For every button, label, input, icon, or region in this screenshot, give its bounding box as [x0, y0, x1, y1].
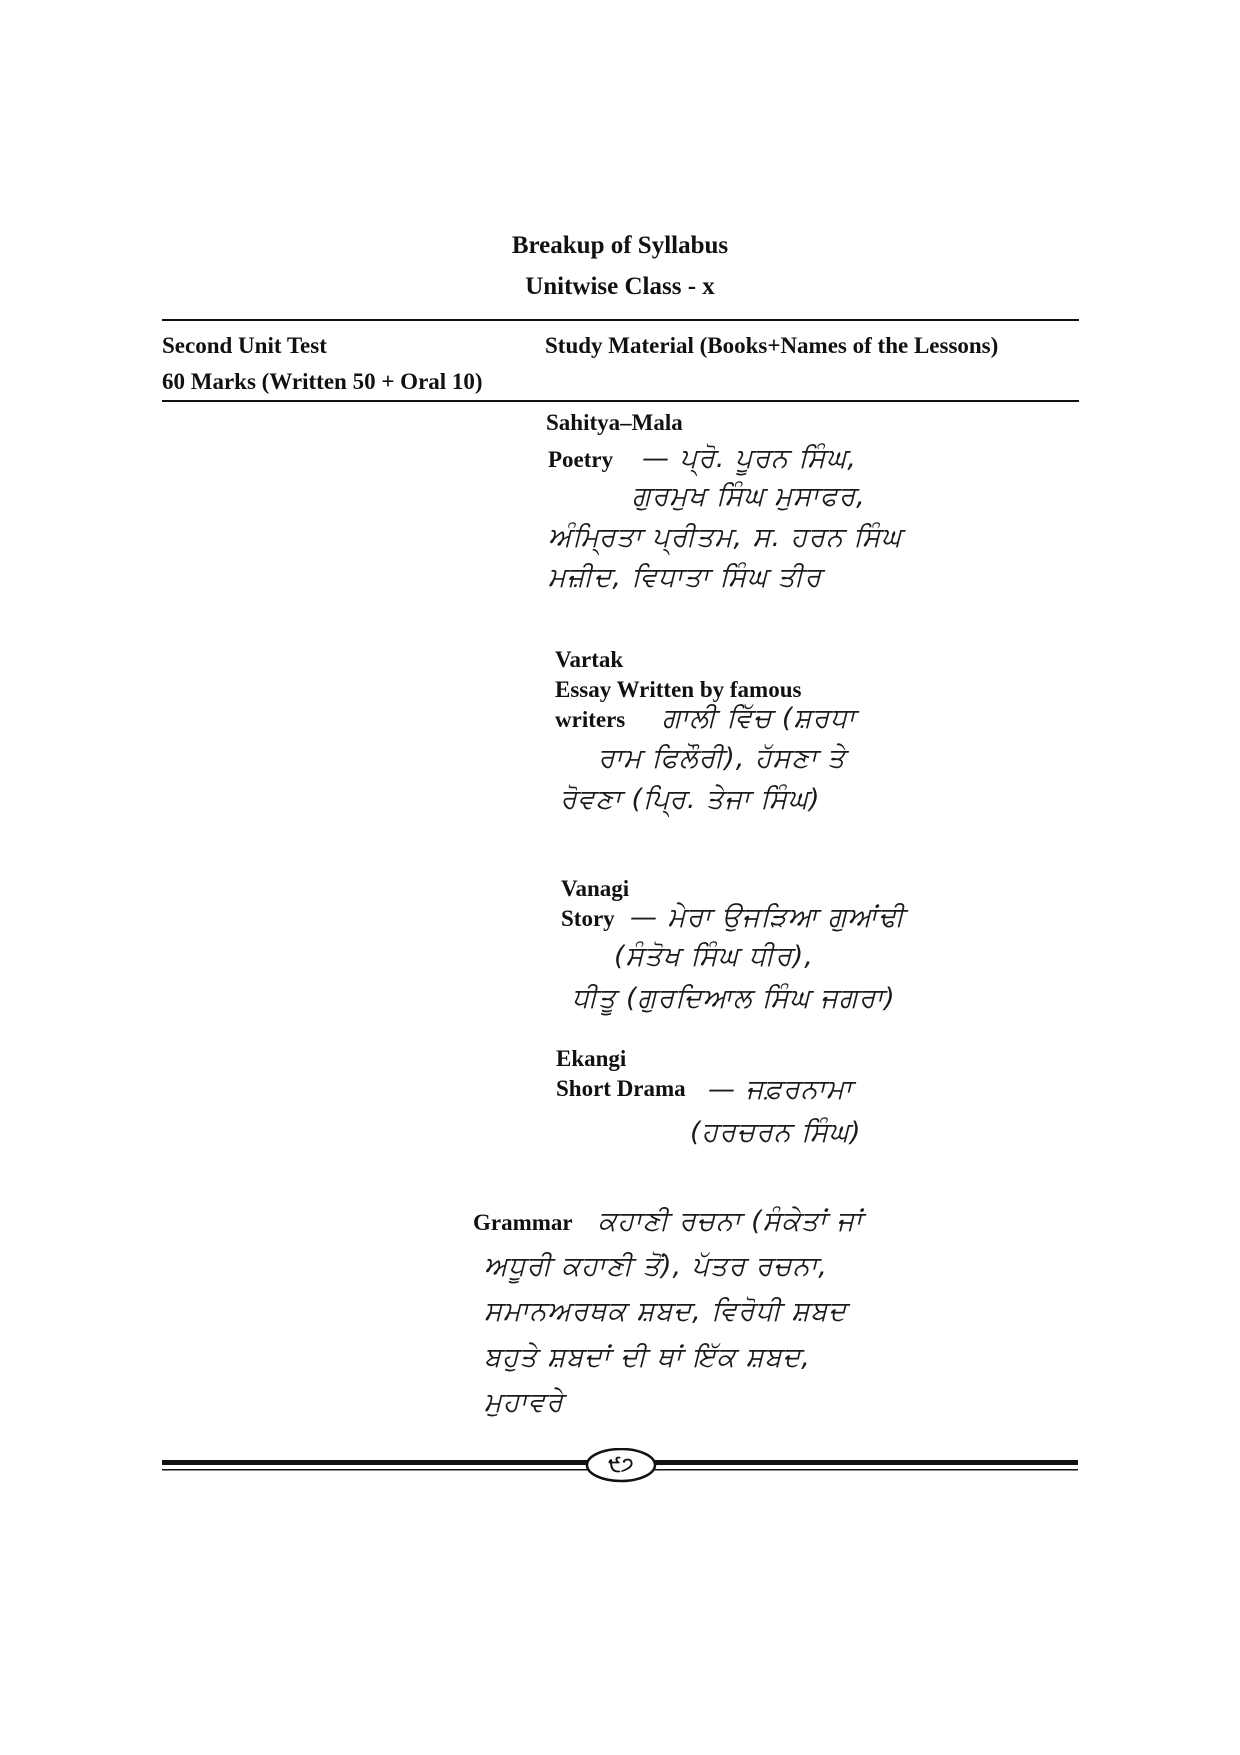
story-handwritten-line: — ਮੇਰਾ ਉਜੜਿਆ ਗੁਆਂਢੀ — [630, 902, 905, 933]
vartak-handwritten-line: ਰਾਮ ਫਿਲੌਰੀ), ਹੱਸਣਾ ਤੇ — [598, 743, 846, 774]
top-rule — [162, 319, 1079, 321]
poetry-handwritten-line: — ਪ੍ਰੋ. ਪੂਰਨ ਸਿੰਘ, — [642, 443, 857, 474]
vanagi-label: Vanagi — [561, 876, 630, 901]
grammar-handwritten-line: ਬਹੁਤੇ ਸ਼ਬਦਾਂ ਦੀ ਥਾਂ ਇੱਕ ਸ਼ਬਦ, — [484, 1342, 811, 1373]
story-handwritten-line: ਧੀਤੂ (ਗੁਰਦਿਆਲ ਸਿੰਘ ਜਗਰਾ) — [572, 983, 896, 1014]
drama-handwritten-line: — ਜਫ਼ਰਨਾਮਾ — [708, 1074, 853, 1105]
document-subtitle: Unitwise Class - x — [525, 273, 715, 300]
grammar-handwritten-line: ਸਮਾਨਅਰਥਕ ਸ਼ਬਦ, ਵਿਰੋਧੀ ਸ਼ਬਦ — [484, 1296, 848, 1327]
header-rule — [162, 400, 1079, 402]
poetry-label: Poetry — [548, 447, 614, 472]
left-column-header-line2: 60 Marks (Written 50 + Oral 10) — [162, 369, 483, 394]
vartak-label: Vartak — [555, 647, 624, 672]
poetry-handwritten-line: ਗੁਰਮੁਖ ਸਿੰਘ ਮੁਸਾਫਰ, — [632, 481, 866, 512]
poetry-handwritten-line: ਅੰਮ੍ਰਿਤਾ ਪ੍ਰੀਤਮ, ਸ. ਹਰਨ ਸਿੰਘ — [548, 522, 903, 553]
vartak-handwritten-line: ਰੋਵਣਾ (ਪ੍ਰਿ. ਤੇਜਾ ਸਿੰਘ) — [560, 784, 821, 815]
left-column-header-line1: Second Unit Test — [162, 333, 327, 358]
ekangi-label: Ekangi — [556, 1046, 627, 1071]
grammar-label: Grammar — [473, 1210, 573, 1235]
vartak-description: Essay Written by famous — [555, 677, 802, 702]
sahitya-mala-label: Sahitya–Mala — [546, 410, 683, 435]
story-label: Story — [561, 906, 615, 931]
grammar-handwritten-line: ਅਧੂਰੀ ਕਹਾਣੀ ਤੋਂ), ਪੱਤਰ ਰਚਨਾ, — [484, 1251, 828, 1282]
right-column-header: Study Material (Books+Names of the Lessons) — [545, 333, 999, 358]
writers-label: writers — [555, 707, 626, 732]
grammar-handwritten-line: ਕਹਾਣੀ ਰਚਨਾ (ਸੰਕੇਤਾਂ ਜਾਂ — [598, 1206, 863, 1237]
story-handwritten-line: (ਸੰਤੋਖ ਸਿੰਘ ਧੀਰ), — [614, 941, 814, 972]
poetry-handwritten-line: ਮਜ਼ੀਦ, ਵਿਧਾਤਾ ਸਿੰਘ ਤੀਰ — [548, 562, 822, 593]
drama-handwritten-line: (ਹਰਚਰਨ ਸਿੰਘ) — [690, 1117, 862, 1148]
vartak-handwritten-line: ਗਾਲੀ ਵਿੱਚ (ਸ਼ਰਧਾ — [662, 703, 856, 734]
document-title: Breakup of Syllabus — [511, 232, 729, 259]
page-number: ੯੭ — [608, 1454, 634, 1476]
short-drama-label: Short Drama — [556, 1076, 686, 1101]
grammar-handwritten-line: ਮੁਹਾਵਰੇ — [484, 1387, 564, 1418]
